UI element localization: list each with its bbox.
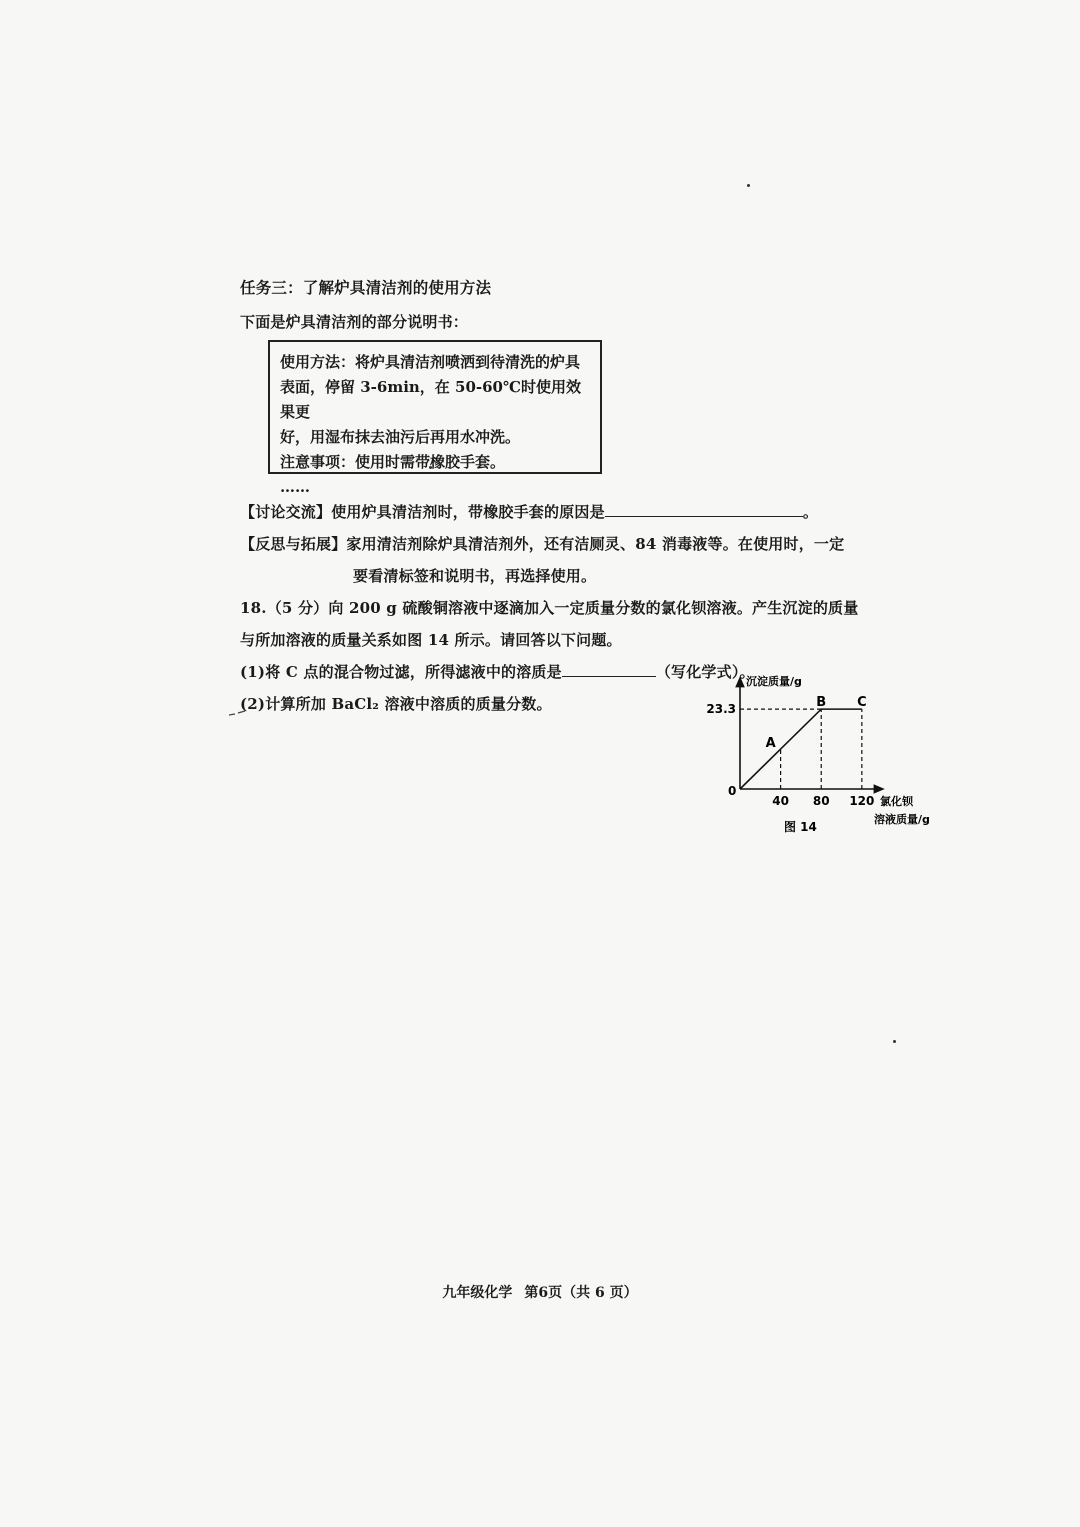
page-footer — [0, 1282, 1080, 1302]
task3-intro: 下面是炉具清洁剂的部分说明书： — [240, 313, 469, 331]
x-tick-label: 40 — [772, 794, 789, 808]
x-tick-label: 80 — [812, 794, 830, 808]
usage-line-3: 好，用湿布抹去油污后再用水冲洗。 — [280, 428, 521, 446]
discussion-text: 使用炉具清洁剂时，带橡胶手套的原因是 — [331, 503, 605, 521]
usage-label: 使用方法： — [280, 353, 356, 371]
reflection-line-2: 要看清标签和说明书，再选择使用。 — [353, 567, 597, 585]
usage-line-2: 表面，停留 3-6min，在 50-60℃时使用效果更 — [280, 378, 581, 421]
x-axis-label-line-1: 氯化钡 — [880, 795, 913, 808]
answer-blank-formula[interactable] — [562, 662, 656, 677]
y-tick-label: 23.3 — [706, 702, 736, 717]
q18-line-1: 18.（5 分）向 200 g 硫酸铜溶液中逐滴加入一定质量分数的氯化钡溶液。产生沉淀的质量 — [240, 599, 859, 617]
note-line — [280, 450, 590, 475]
q18-sub1-end: （写化学式）。 — [655, 663, 755, 681]
q18-sub1-text: (1)将 C 点的混合物过滤，所得滤液中的溶质是 — [240, 663, 562, 681]
footer-page: 第6页（共 6 页） — [524, 1285, 638, 1301]
answer-blank-discussion[interactable] — [605, 502, 803, 517]
instruction-box — [268, 340, 602, 496]
scan-speck — [747, 184, 750, 187]
q18-sub2: (2)计算所加 BaCl₂ 溶液中溶质的质量分数。 — [240, 695, 552, 713]
reflection-text-1: 家用清洁剂除炉具清洁剂外，还有洁厕灵、84 消毒液等。在使用时，一定 — [346, 535, 845, 553]
reflection-label: 【反思与拓展】 — [240, 535, 347, 553]
point-label-B: B — [816, 695, 827, 711]
origin-label: 0 — [728, 784, 737, 798]
scan-speck — [893, 1040, 896, 1043]
usage-line-1 — [280, 350, 590, 375]
reflection-line-1 — [240, 533, 844, 554]
x-axis-label-line-2: 溶液质量/g — [874, 813, 930, 826]
note-label: 注意事项： — [280, 453, 356, 471]
figure-caption: 图 14 — [784, 820, 817, 834]
task3-heading: 任务三：了解炉具清洁剂的使用方法 — [240, 278, 492, 297]
point-label-C: C — [857, 695, 867, 711]
q18-line-2: 与所加溶液的质量关系如图 14 所示。请回答以下问题。 — [240, 631, 622, 649]
discussion-line — [240, 501, 818, 522]
usage-text-1: 将炉具清洁剂喷洒到待清洗的炉具 — [355, 353, 581, 371]
x-tick-label: 120 — [849, 794, 875, 808]
footer-subject: 九年级化学 — [442, 1285, 513, 1301]
note-text: 使用时需带橡胶手套。 — [355, 453, 506, 471]
discussion-label: 【讨论交流】 — [240, 503, 332, 521]
q18-sub1 — [240, 661, 755, 682]
discussion-end: 。 — [802, 503, 819, 521]
pencil-mark — [228, 706, 248, 718]
point-label-A: A — [765, 736, 776, 752]
ellipsis: …… — [280, 478, 310, 496]
figure-14-chart — [700, 675, 930, 845]
precipitate-line — [740, 709, 862, 789]
y-axis-label: 沉淀质量/g — [746, 675, 802, 688]
